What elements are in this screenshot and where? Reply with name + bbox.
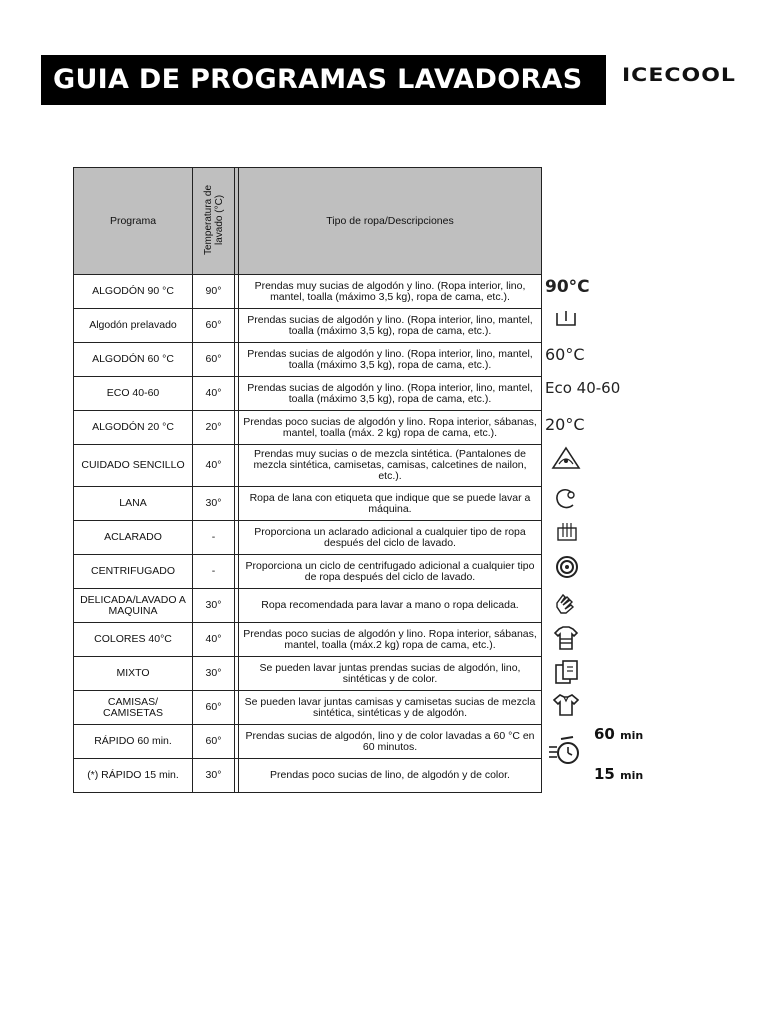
- temperature-cell: 30°: [193, 657, 235, 691]
- program-cell: COLORES 40°C: [74, 623, 193, 657]
- quick-15-label: [594, 765, 643, 783]
- quick-wash-icon: [547, 733, 581, 769]
- program-cell: (*) RÁPIDO 15 min.: [74, 759, 193, 793]
- description-cell: Prendas poco sucias de algodón y lino. Ropa interior, sábanas, mantel, toalla (máx. 2 kg) ropa de cama, etc.).: [239, 411, 542, 445]
- table-row: [74, 521, 542, 555]
- description-cell: Ropa de lana con etiqueta que indique que se puede lavar a máquina.: [239, 487, 542, 521]
- description-cell: Prendas poco sucias de algodón y lino. Ropa interior, sábanas, mantel, toalla (máx.2 kg) ropa de cama, etc.).: [239, 623, 542, 657]
- table-row: [74, 275, 542, 309]
- program-cell: RÁPIDO 60 min.: [74, 725, 193, 759]
- program-cell: CENTRIFUGADO: [74, 555, 193, 589]
- quick-60-value: 60: [594, 725, 615, 743]
- prewash-icon: [555, 307, 577, 329]
- description-cell: Se pueden lavar juntas prendas sucias de algodón, lino, sintéticas y de color.: [239, 657, 542, 691]
- colors-icon: [553, 625, 579, 651]
- temperature-cell: 60°: [193, 691, 235, 725]
- temperature-cell: -: [193, 555, 235, 589]
- description-cell: Proporciona un aclarado adicional a cualquier tipo de ropa después del ciclo de lavado.: [239, 521, 542, 555]
- description-cell: Prendas sucias de algodón y lino. (Ropa interior, lino, mantel, toalla (máximo 3,5 kg), ropa de cama, etc.).: [239, 309, 542, 343]
- header-temperature-label: Temperatura de lavado (°C): [202, 184, 225, 255]
- table-row: [74, 555, 542, 589]
- program-cell: DELICADA/LAVADO A MAQUINA: [74, 589, 193, 623]
- temperature-cell: 40°: [193, 623, 235, 657]
- table-row: [74, 725, 542, 759]
- temperature-cell: 90°: [193, 275, 235, 309]
- description-cell: Proporciona un ciclo de centrifugado adicional a cualquier tipo de ropa después del ciclo de lavado.: [239, 555, 542, 589]
- mixed-icon: [553, 659, 581, 685]
- hand-wash-icon: [553, 591, 579, 615]
- temp-20-icon: 20°C: [545, 415, 585, 434]
- program-cell: CAMISAS/ CAMISETAS: [74, 691, 193, 725]
- table-row: [74, 445, 542, 487]
- quick-60-label: [594, 725, 643, 743]
- temperature-cell: 60°: [193, 309, 235, 343]
- program-cell: MIXTO: [74, 657, 193, 691]
- table-row: [74, 657, 542, 691]
- temp-60-icon: 60°C: [545, 345, 585, 364]
- temperature-cell: 30°: [193, 589, 235, 623]
- temperature-cell: 60°: [193, 343, 235, 377]
- page-title: GUIA DE PROGRAMAS LAVADORAS: [41, 55, 606, 105]
- shirt-icon: [553, 693, 579, 717]
- quick-15-unit: min: [620, 769, 644, 782]
- table-row: [74, 623, 542, 657]
- description-cell: Prendas muy sucias de algodón y lino. (Ropa interior, lino, mantel, toalla (máximo 3,5 kg), ropa de cama, etc.).: [239, 275, 542, 309]
- description-cell: Prendas muy sucias o de mezcla sintética. (Pantalones de mezcla sintética, camisetas, camisas, calcetines de nailon, etc.).: [239, 445, 542, 487]
- program-cell: LANA: [74, 487, 193, 521]
- program-cell: Algodón prelavado: [74, 309, 193, 343]
- eco-icon: Eco 40-60: [545, 379, 621, 397]
- table-header-row: [74, 168, 542, 275]
- easy-care-icon: [551, 446, 581, 470]
- temperature-cell: 60°: [193, 725, 235, 759]
- spin-icon: [555, 555, 579, 579]
- temperature-cell: -: [193, 521, 235, 555]
- program-cell: CUIDADO SENCILLO: [74, 445, 193, 487]
- program-cell: ACLARADO: [74, 521, 193, 555]
- table-row: [74, 377, 542, 411]
- temperature-cell: 40°: [193, 377, 235, 411]
- table-row: [74, 343, 542, 377]
- programs-table: [73, 167, 542, 793]
- quick-60-unit: min: [620, 729, 644, 742]
- description-cell: Prendas sucias de algodón, lino y de color lavadas a 60 °C en 60 minutos.: [239, 725, 542, 759]
- table-row: [74, 411, 542, 445]
- quick-15-value: 15: [594, 765, 615, 783]
- description-cell: Prendas sucias de algodón y lino. (Ropa interior, lino, mantel, toalla (máximo 3,5 kg), ropa de cama, etc.).: [239, 377, 542, 411]
- temperature-cell: 30°: [193, 759, 235, 793]
- description-cell: Ropa recomendada para lavar a mano o ropa delicada.: [239, 589, 542, 623]
- wool-icon: [553, 487, 579, 511]
- program-cell: ECO 40-60: [74, 377, 193, 411]
- brand-logo: ICECOOL: [622, 65, 736, 87]
- table-row: [74, 691, 542, 725]
- rinse-icon: [555, 521, 579, 543]
- temperature-cell: 30°: [193, 487, 235, 521]
- table-row: [74, 759, 542, 793]
- program-cell: ALGODÓN 20 °C: [74, 411, 193, 445]
- description-cell: Prendas sucias de algodón y lino. (Ropa interior, lino, mantel, toalla (máximo 3,5 kg), ropa de cama, etc.).: [239, 343, 542, 377]
- temperature-cell: 40°: [193, 445, 235, 487]
- program-cell: ALGODÓN 90 °C: [74, 275, 193, 309]
- table-row: [74, 309, 542, 343]
- temperature-cell: 20°: [193, 411, 235, 445]
- header-program: Programa: [74, 168, 193, 275]
- description-cell: Prendas poco sucias de lino, de algodón y de color.: [239, 759, 542, 793]
- temp-90-icon: 90°C: [545, 277, 590, 297]
- program-cell: ALGODÓN 60 °C: [74, 343, 193, 377]
- description-cell: Se pueden lavar juntas camisas y camisetas sucias de mezcla sintética, sintéticas y de algodón.: [239, 691, 542, 725]
- table-row: [74, 487, 542, 521]
- header-temperature: [193, 168, 235, 275]
- header-description: Tipo de ropa/Descripciones: [239, 168, 542, 275]
- table-row: [74, 589, 542, 623]
